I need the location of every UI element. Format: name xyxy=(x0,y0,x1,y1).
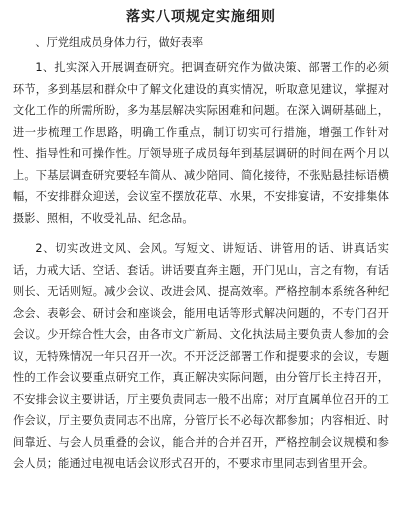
section-heading: 、厅党组成员身体力行，做好表率 xyxy=(35,36,204,49)
document-title: 落实八项规定实施细则 xyxy=(126,9,276,25)
paragraph-1: 1、扎实深入开展调查研究。把调查研究作为做决策、部署工作的必须环节，多到基层和群众中了解文化建设的真实情况，听取意见建议，掌握对文化工作的所需所盼，多为基层解决实际困难和问题。在深入调研基础上，进一步梳理工作思路，明确工作重点，制订切实可行措施，增强工作针对性、指导性和可操作性。厅领导班子成员每年到基层调研的时间在两个月以上。下基层调查研究要轻车简从、减少陪同、简化接待，不张贴悬挂标语横幅，不安排群众迎送，会议室不摆放花草、水果，不安排宴请，不安排集体摄影、照相，不收受礼品、纪念品。 xyxy=(13,61,389,225)
paragraph-2: 2、切实改进文风、会风。写短文、讲短话、讲管用的话、讲真话实话，力戒大话、空话、套话。讲话要直奔主题，开门见山，言之有物，有话则长、无话则短。减少会议、改进会风、提高效率。严格控制本系统各种纪念会、表彰会、研讨会和座谈会，能用电话等形式解决问题的，不专门召开会议。少开综合性大会，由各市文广新局、文化执法局主要负责人参加的会议，无特殊情况一年只召开一次。不开泛泛部署工作和提要求的会议，专题性的工作会议要重点研究工作，真正解决实际问题，由分管厅长主持召开，不安排会议主要讲话，厅主要负责同志一般不出席；对厅直属单位召开的工作会议，厅主要负责同志不出席，分管厅长不必每次都参加；内容相近、时间靠近、与会人员重叠的会议，能合并的合并召开，严格控制会议规模和参会人员；能通过电视电话会议形式召开的，不要求市里同志到省里开会。 xyxy=(13,242,389,470)
